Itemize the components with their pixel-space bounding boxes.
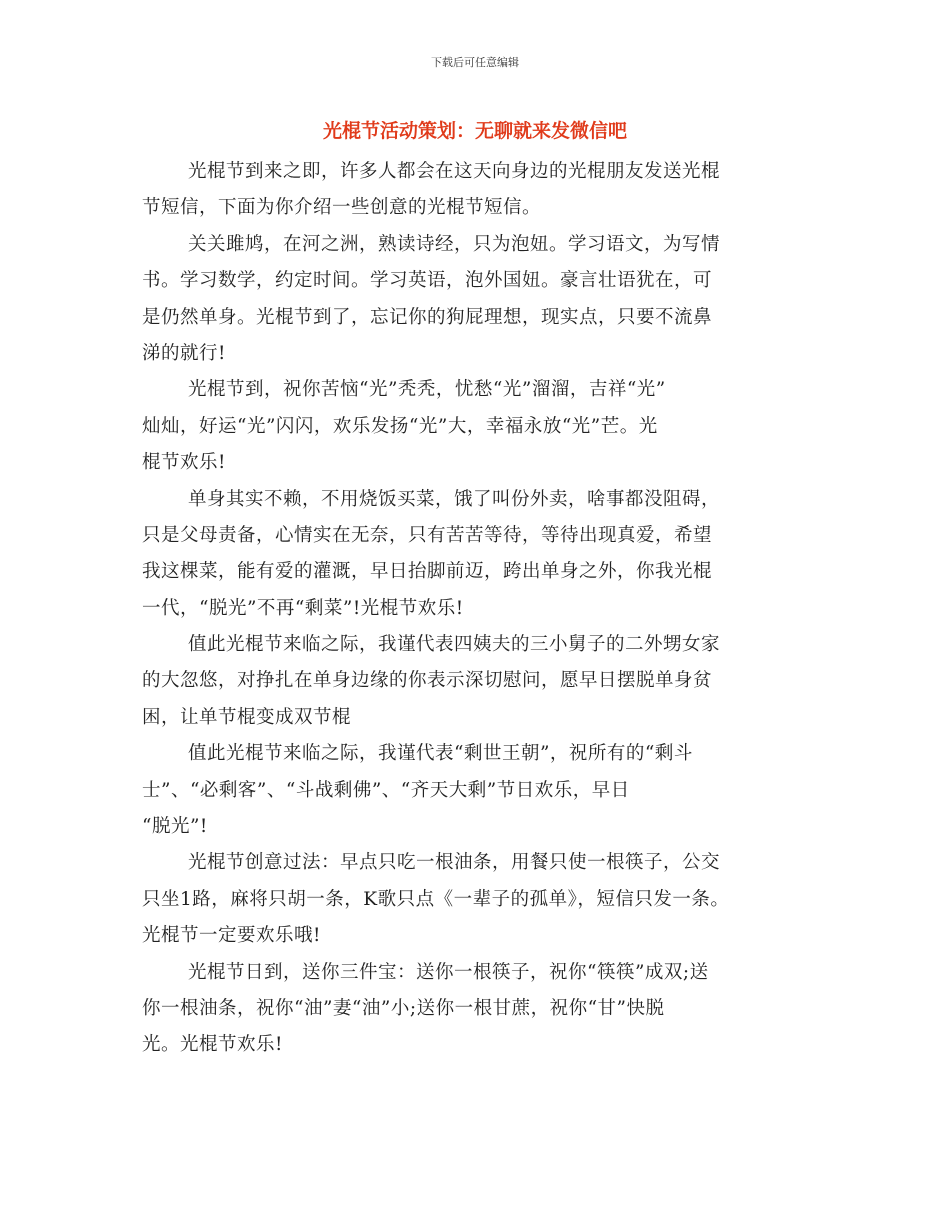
text-line: 值此光棍节来临之际，我谨代表“剩世王朝”，祝所有的“剩斗 bbox=[188, 743, 693, 765]
document-title: 光棍节活动策划：无聊就来发微信吧 bbox=[322, 120, 627, 142]
text-line: 光棍节到来之即，许多人都会在这天向身边的光棍朋友发送光棍 bbox=[188, 161, 721, 182]
text-line: 涕的就行! bbox=[142, 342, 226, 364]
text-line: 困，让单节棍变成双节棍 bbox=[142, 706, 352, 728]
document-body bbox=[142, 154, 832, 1064]
header-note: 下载后可任意编辑 bbox=[431, 56, 519, 69]
text-line: 光。光棍节欢乐! bbox=[142, 1034, 283, 1056]
text-line: 光棍节创意过法：早点只吃一根油条，用餐只使一根筷子，公交 bbox=[188, 852, 721, 874]
text-line: 节短信，下面为你介绍一些创意的光棍节短信。 bbox=[142, 197, 542, 219]
text-line: 书。学习数学，约定时间。学习英语，泡外国妞。豪言壮语犹在，可 bbox=[142, 270, 713, 292]
text-line: 是仍然单身。光棍节到了，忘记你的狗屁理想，现实点，只要不流鼻 bbox=[142, 306, 713, 328]
text-line: 光棍节一定要欢乐哦! bbox=[142, 925, 321, 947]
text-line: 灿灿，好运“光”闪闪，欢乐发扬“光”大，幸福永放“光”芒。光 bbox=[142, 415, 658, 437]
text-line: 士”、“必剩客”、“斗战剩佛”、“齐天大剩”节日欢乐，早日 bbox=[142, 779, 630, 801]
text-line: 光棍节日到，送你三件宝：送你一根筷子，祝你“筷筷”成双;送 bbox=[188, 961, 709, 983]
text-line: 只是父母责备，心情实在无奈，只有苦苦等待，等待出现真爱，希望 bbox=[142, 524, 713, 546]
text-line: “脱光”! bbox=[142, 816, 208, 838]
text-line: 一代，“脱光”不再“剩菜”!光棍节欢乐! bbox=[142, 597, 464, 619]
text-line: 棍节欢乐! bbox=[142, 452, 226, 474]
text-line: 我这棵菜，能有爱的灌溉，早日抬脚前迈，跨出单身之外，你我光棍 bbox=[142, 561, 713, 583]
text-line: 关关雎鸠，在河之洲，熟读诗经，只为泡妞。学习语文，为写情 bbox=[188, 233, 721, 255]
text-line: 只坐1路，麻将只胡一条，K歌只点《一辈子的孤单》，短信只发一条。 bbox=[142, 888, 730, 910]
text-line: 的大忽悠，对挣扎在单身边缘的你表示深切慰问，愿早日摆脱单身贫 bbox=[142, 670, 713, 692]
text-line: 值此光棍节来临之际，我谨代表四姨夫的三小舅子的二外甥女家 bbox=[188, 634, 721, 656]
text-line: 你一根油条，祝你“油”妻“油”小;送你一根甘蔗，祝你“甘”快脱 bbox=[142, 997, 665, 1019]
text-line: 单身其实不赖，不用烧饭买菜，饿了叫份外卖，啥事都没阻碍， bbox=[188, 488, 721, 510]
text-line: 光棍节到，祝你苦恼“光”秃秃，忧愁“光”溜溜，吉祥“光” bbox=[188, 379, 666, 401]
